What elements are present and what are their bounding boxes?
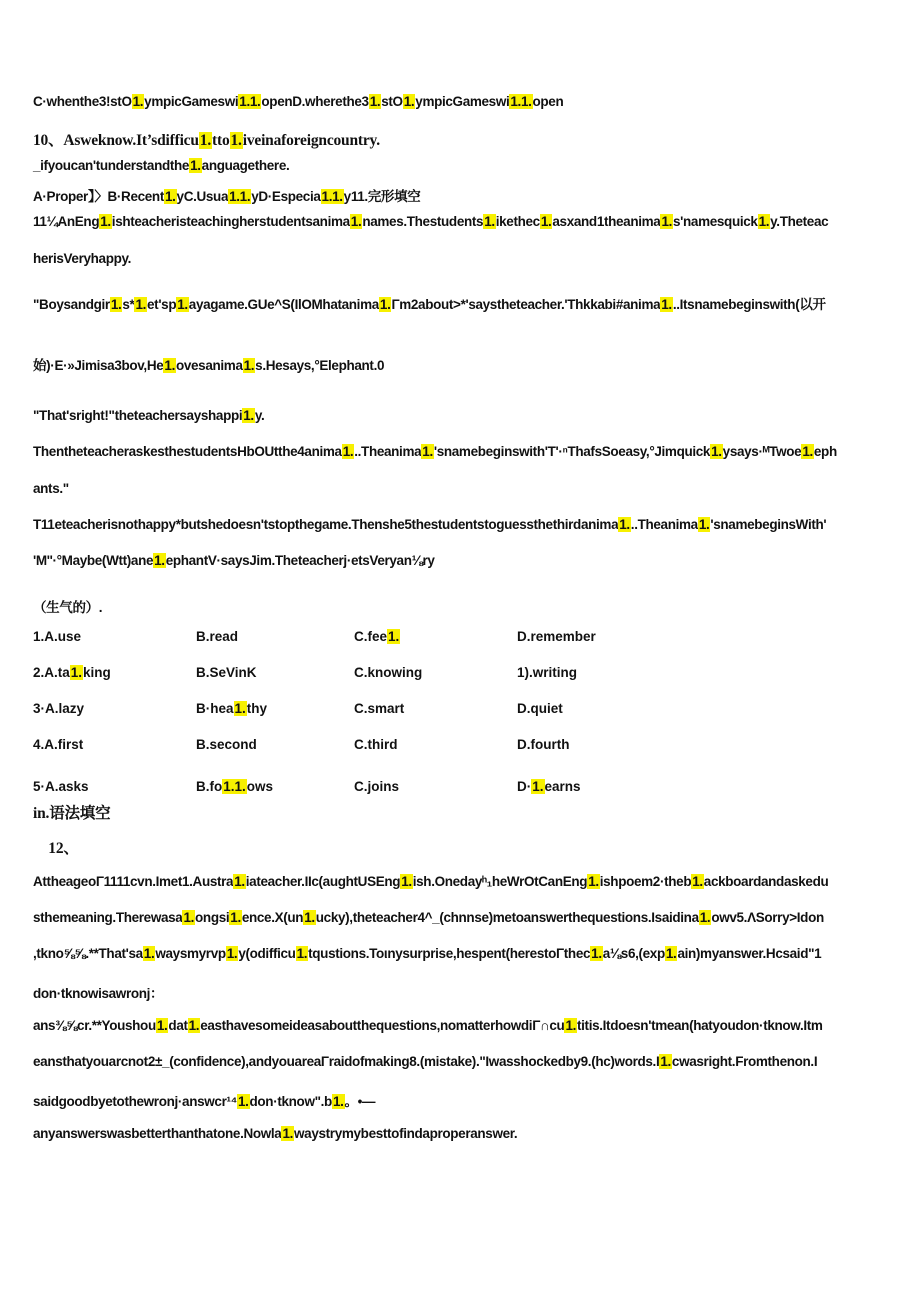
highlighted-fragment: 1.1. [321,189,343,204]
text-run: open [532,94,564,109]
text-run: 2.A.ta [33,665,70,680]
text-run: 'snamebeginsWith' [710,517,827,532]
text-run: 始)·E·»Jimisa3bov,He [33,358,164,373]
highlighted-fragment: 1. [183,910,195,925]
text-run: openD.wherethe3 [261,94,369,109]
text-run: ayagame.GUe^S(IlOMhatanima [188,297,379,312]
highlighted-fragment: 1. [154,553,165,568]
text-line [33,596,102,616]
highlighted-fragment: 1. [588,874,599,889]
text-run: dat [168,1018,188,1033]
text-run: ..Theanima [354,444,422,459]
text-run: herisVeryhappy. [33,251,132,266]
highlighted-fragment: 1. [190,158,201,173]
text-run: C·whenthe3!stO [33,94,132,109]
text-line [33,293,826,313]
text-run: B.second [196,737,257,752]
highlighted-fragment: 1. [802,444,813,459]
highlighted-fragment: 1. [698,517,710,532]
highlighted-fragment: 1. [226,946,238,961]
text-line [33,910,824,925]
text-run: iateacher.IIc(aughtUSEng [245,874,401,889]
answer-option [354,701,404,716]
text-run: T11eteacherisnothappy*butshedoesn'tstopthegame.Thenshe5thestudentstoguessthethirdanima [33,517,619,532]
text-run: owv5.ΛSorry>Idon [711,910,824,925]
highlighted-fragment: 1. [661,297,672,312]
highlighted-fragment: 1. [342,444,354,459]
highlighted-fragment: 1. [660,1054,671,1069]
highlighted-fragment: 1. [70,665,83,680]
text-line [33,214,828,229]
answer-option [33,629,81,644]
text-line [33,128,380,150]
text-run: 11¼AnEng [33,214,100,229]
text-run: in.语法填空 [33,805,111,822]
text-run: 1).writing [517,665,577,680]
highlighted-fragment: 1. [143,946,155,961]
highlighted-fragment: 1.1. [229,189,251,204]
text-line [33,553,435,568]
text-line [33,517,826,532]
text-line [33,1126,517,1141]
text-run: ympicGameswi [144,94,239,109]
text-run: titis.Itdoesn'tmean(hatyoudon·tknow.Itm [577,1018,823,1033]
answer-option [517,737,569,752]
text-run: 4.A.first [33,737,84,752]
highlighted-fragment: 1. [177,297,188,312]
text-run: Γm2about>*'saystheteacher.'Thkkabi#anima [391,297,661,312]
answer-option [196,737,257,752]
text-run: 1.A.use [33,629,82,644]
highlighted-fragment: 1. [665,946,677,961]
answer-option [354,665,422,680]
text-line [33,444,837,459]
text-line [33,408,264,423]
text-run: B.SeVinK [196,665,257,680]
text-line [33,354,384,374]
text-run: A·Proper】〉B·Recent [33,189,164,204]
text-run: king [83,665,111,680]
highlighted-fragment: 1. [230,910,241,925]
answer-option [354,737,398,752]
text-run: easthavesomeideasaboutthequestions,nomatterhowdiΓ∩cu [200,1018,565,1033]
answer-option [33,779,89,794]
text-run: 。•— [344,1094,376,1109]
text-run: _ifyoucan'tunderstandthe [33,158,190,173]
text-run: s* [122,297,135,312]
text-run: ain)myanswer.Hcsaid"1 [677,946,822,961]
highlighted-fragment: 1. [699,910,711,925]
text-line [33,1054,817,1069]
highlighted-fragment: 1. [661,214,673,229]
text-run: iveinaforeigncountry. [242,132,380,149]
text-run: "That'sright!"theteachersayshappi [33,408,243,423]
text-run: s.Hesays,°Elephant.0 [255,358,385,373]
text-run: ongsi [195,910,230,925]
text-run: 5·A.asks [33,779,89,794]
text-line [33,946,821,961]
text-run: ans⅜⅝cr.**Youshou [33,1018,156,1033]
highlighted-fragment: 1. [164,189,176,204]
highlighted-fragment: 1. [484,214,495,229]
highlighted-fragment: 1. [230,132,242,149]
highlighted-fragment: 1. [540,214,552,229]
text-run: ephantV·saysJim.Theteacherj·etsVeryan⅛ry [165,553,435,568]
text-run: names.Thestudents [362,214,484,229]
text-run: ants." [33,481,69,496]
text-run: saidgoodbyetothewronj·answcr¹⁴ [33,1094,237,1109]
text-run: ows [246,779,274,794]
text-run: C.knowing [354,665,423,680]
text-run: ishpoem2·theb [599,874,692,889]
text-run: D.fourth [517,737,570,752]
text-line [33,836,79,858]
text-run: D.remember [517,629,596,644]
answer-option [33,737,83,752]
text-run: thy [246,701,268,716]
text-run: 'M''·°Maybe(Wtt)ane [33,553,154,568]
highlighted-fragment: 1. [388,629,400,644]
answer-option [354,779,399,794]
answer-option [517,701,563,716]
text-run: ,tkno⅝⅝.**That'sa [33,946,143,961]
highlighted-fragment: 1. [156,1018,168,1033]
highlighted-fragment: 1. [379,297,391,312]
text-line [33,185,420,205]
text-run: sthemeaning.Therewasa [33,910,183,925]
text-run: cwasright.Fromthenon.I [671,1054,818,1069]
answer-option [33,701,84,716]
text-run: B.fo [196,779,223,794]
highlighted-fragment: 1. [135,297,147,312]
text-run: s'namesquick [673,214,758,229]
answer-option [517,629,596,644]
highlighted-fragment: 1. [332,1094,344,1109]
text-run: "Boysandgir [33,297,110,312]
text-run: B·hea [196,701,234,716]
highlighted-fragment: 1.1. [223,779,246,794]
text-run: D· [517,779,532,794]
text-run: waystrymybesttofindaproperanswer. [294,1126,518,1141]
answer-option [196,779,273,794]
text-line [33,1018,823,1033]
text-run: y(odifficu [238,946,296,961]
highlighted-fragment: 1. [692,874,703,889]
text-run: y11.完形填空 [343,189,421,204]
highlighted-fragment: 1. [110,297,122,312]
text-run: D.quiet [517,701,563,716]
text-run: yD·Especia [251,189,321,204]
text-run: et'sp [147,297,177,312]
text-line [33,801,110,823]
highlighted-fragment: 1. [350,214,362,229]
answer-option [33,665,111,680]
text-run: asxand1theanima [552,214,661,229]
highlighted-fragment: 1. [403,94,415,109]
answer-option [517,665,577,680]
text-run: ucky),theteacher4^_(chnnse)metoanswerthequestions.Isaidina [315,910,699,925]
text-line [33,481,69,496]
text-run: C.fee [354,629,388,644]
highlighted-fragment: 1. [401,874,412,889]
highlighted-fragment: 1.1. [510,94,532,109]
text-run: earns [544,779,581,794]
text-run: C.joins [354,779,400,794]
text-run: waysmyrvp [155,946,226,961]
text-run: ence.X(un [241,910,304,925]
text-run: eansthatyouarcnot2±_(confidence),andyouareaΓraidofmaking8.(mistake)."Iwasshockedby9.(hc)words.I [33,1054,660,1069]
text-line [33,94,563,109]
highlighted-fragment: 1. [422,444,433,459]
highlighted-fragment: 1. [164,358,175,373]
text-run: tqustions.Toιnysurprise,hespent(herestoΓthec [308,946,591,961]
highlighted-fragment: 1. [132,94,144,109]
text-line [33,1090,375,1110]
text-run: B.read [196,629,239,644]
text-run: 'snamebeginswith'T'·ⁿThafsSoeasy,°Jimquick [433,444,711,459]
answer-option [517,779,581,794]
text-run: anyanswerswasbetterthanthatone.Nowla [33,1126,282,1141]
answer-option [354,629,400,644]
text-line [33,251,131,266]
text-run: anguagethere. [201,158,290,173]
highlighted-fragment: 1. [369,94,381,109]
highlighted-fragment: 1. [237,1094,249,1109]
text-run: ikethec [495,214,540,229]
text-run: ish.Onedayʰ₁heWrOtCanEng [412,874,588,889]
answer-option [196,629,238,644]
highlighted-fragment: 1. [234,874,245,889]
highlighted-fragment: 1.1. [239,94,261,109]
text-run: 10、Asweknow.It’sdifficu [33,132,199,149]
text-run: ovesanima [175,358,243,373]
text-run: ishteacheristeachingherstudentsanima [111,214,350,229]
highlighted-fragment: 1. [100,214,111,229]
text-run: ackboardandaskedu [703,874,829,889]
answer-option [196,665,257,680]
highlighted-fragment: 1. [711,444,722,459]
highlighted-fragment: 1. [243,408,254,423]
highlighted-fragment: 1. [304,910,315,925]
answer-option [196,701,267,716]
highlighted-fragment: 1. [619,517,630,532]
text-line [33,158,289,173]
text-run: ..Theanima [630,517,698,532]
highlighted-fragment: 1. [565,1018,576,1033]
text-run: ysays·ᴹTwoe [722,444,802,459]
text-run: ThentheteacheraskesthestudentsHbOUtthe4anima [33,444,342,459]
highlighted-fragment: 1. [591,946,602,961]
text-run: a⅛s6,(exp [602,946,665,961]
text-run: stO [381,94,403,109]
highlighted-fragment: 1. [199,132,212,149]
text-run: don·tknow".b [249,1094,332,1109]
text-run: AttheageoΓ1111cvn.Imet1.Austra [33,874,234,889]
highlighted-fragment: 1. [758,214,770,229]
text-run: （生气的）. [33,600,103,615]
text-run: tto [212,132,230,149]
text-run: yC.Usua [176,189,229,204]
text-run: eph [813,444,837,459]
text-run: 3·A.lazy [33,701,85,716]
text-run: ympicGameswi [415,94,510,109]
text-line [33,982,163,1002]
text-run: C.smart [354,701,405,716]
text-run: y. [254,408,265,423]
highlighted-fragment: 1. [296,946,308,961]
highlighted-fragment: 1. [188,1018,200,1033]
text-line [33,874,828,889]
highlighted-fragment: 1. [234,701,246,716]
text-run: y.Theteac [770,214,829,229]
text-run: ..Itsnamebeginswith(以开 [672,297,826,312]
highlighted-fragment: 1. [532,779,544,794]
text-run: 12、 [33,840,79,857]
highlighted-fragment: 1. [282,1126,294,1141]
highlighted-fragment: 1. [243,358,255,373]
text-run: don·tknowisawronj： [33,986,164,1001]
text-run: C.third [354,737,398,752]
